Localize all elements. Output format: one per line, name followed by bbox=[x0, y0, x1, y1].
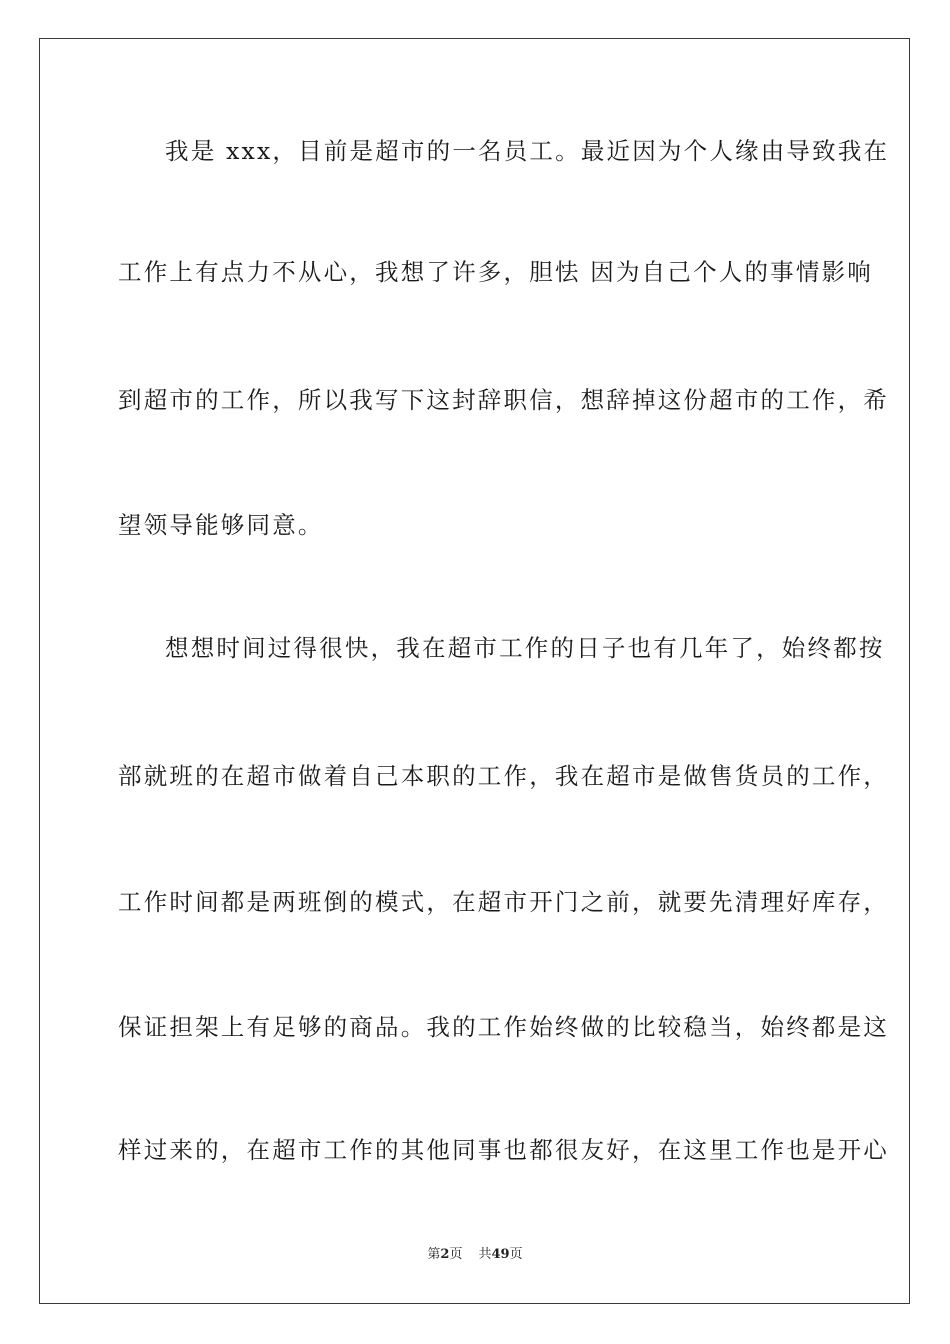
paragraph-line-2: 工作上有点力不从心，我想了许多，胆怯 因为自己个人的事情影响 bbox=[118, 258, 873, 286]
paragraph-line-7: 工作时间都是两班倒的模式，在超市开门之前，就要先清理好库存， bbox=[118, 888, 889, 916]
paragraph-line-9: 样过来的，在超市工作的其他同事也都很友好，在这里工作也是开心 bbox=[118, 1136, 889, 1164]
paragraph-line-3: 到超市的工作，所以我写下这封辞职信，想辞掉这份超市的工作，希 bbox=[118, 386, 889, 414]
page-footer bbox=[0, 1246, 950, 1264]
paragraph-line-8: 保证担架上有足够的商品。我的工作始终做的比较稳当，始终都是这 bbox=[118, 1013, 889, 1041]
footer-page-suffix: 页 bbox=[449, 1247, 463, 1262]
footer-total-pages: 49 bbox=[491, 1247, 510, 1262]
page-border bbox=[39, 38, 910, 1304]
footer-page-number: 2 bbox=[440, 1247, 450, 1262]
footer-total-prefix: 共 bbox=[478, 1247, 492, 1262]
paragraph-line-4: 望领导能够同意。 bbox=[118, 511, 324, 539]
paragraph-line-5: 想想时间过得很快，我在超市工作的日子也有几年了，始终都按 bbox=[165, 634, 885, 662]
footer-total-suffix: 页 bbox=[509, 1247, 523, 1262]
paragraph-line-6: 部就班的在超市做着自己本职的工作，我在超市是做售货员的工作， bbox=[118, 762, 889, 790]
footer-page-prefix: 第 bbox=[427, 1247, 441, 1262]
paragraph-line-1: 我是 xxx，目前是超市的一名员工。最近因为个人缘由导致我在 bbox=[165, 137, 890, 165]
